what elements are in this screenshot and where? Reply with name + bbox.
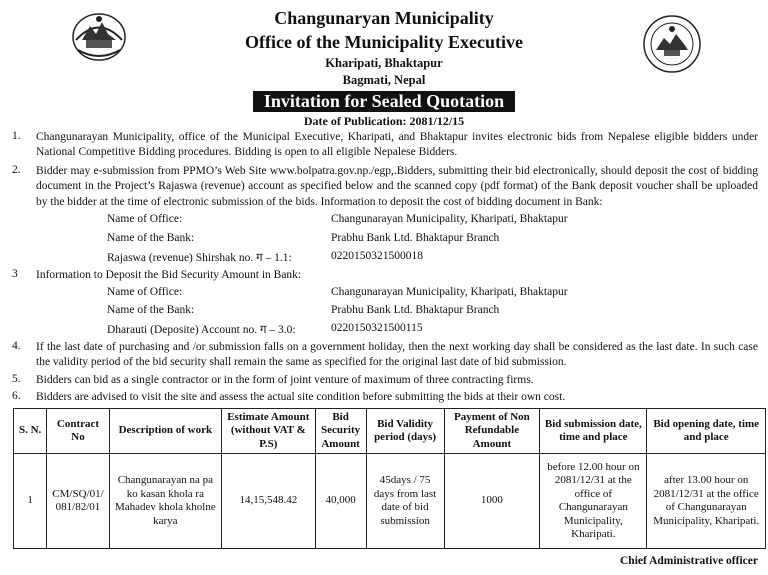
- cell-sn: 1: [14, 454, 47, 549]
- paragraph-1: Changunarayan Municipality, office of the Municipal Executive, Kharipati, and Bhaktapur invites electronic bids from Nepalese eligible bidders under National Competitive Bidding procedures. Bidding is open to all eligible Nepalese Bidders.: [36, 131, 758, 159]
- revenue-account-value: 0220150321500018: [331, 250, 423, 262]
- header-sn: S. N.: [14, 409, 47, 454]
- bid-details-table: [13, 408, 766, 549]
- header-estimate-amount: Estimate Amount (without VAT & P.S): [222, 409, 316, 454]
- paragraph-6: Bidders are advised to visit the site and assess the actual site condition before submitting the bids at their own cost.: [36, 391, 566, 403]
- cell-estimate-amount: 14,15,548.42: [222, 454, 316, 549]
- cell-opening: after 13.00 hour on 2081/12/31 at the office of Changunarayan Municipality, Kharipati.: [647, 454, 766, 549]
- header-opening: Bid opening date, time and place: [647, 409, 766, 454]
- header-bid-validity: Bid Validity period (days): [366, 409, 444, 454]
- office-label: Name of Office:: [107, 213, 183, 225]
- cell-description: Changunarayan na pa ko kasan khola ra Mahadev khola kholne karya: [109, 454, 221, 549]
- municipality-title: Changunaryan Municipality: [274, 8, 494, 28]
- deposit-account-label: Dharauti (Deposite) Account no. ग – 3.0:: [107, 324, 296, 336]
- header-submission: Bid submission date, time and place: [540, 409, 647, 454]
- bank-value: Prabhu Bank Ltd. Bhaktapur Branch: [331, 304, 500, 316]
- para-number: 6.: [12, 390, 21, 402]
- bank-label: Name of the Bank:: [107, 232, 195, 244]
- office-value: Changunarayan Municipality, Kharipati, Bhaktapur: [331, 286, 568, 298]
- header-bid-security: Bid Security Amount: [315, 409, 366, 454]
- cell-payment: 1000: [444, 454, 540, 549]
- paragraph-3: Information to Deposit the Bid Security Amount in Bank:: [36, 269, 302, 281]
- cell-contract-no: CM/SQ/01/ 081/82/01: [47, 454, 109, 549]
- para-number: 5.: [12, 373, 21, 385]
- para-number: 3: [12, 268, 18, 280]
- para-number: 4.: [12, 340, 21, 352]
- header-payment: Payment of Non Refundable Amount: [444, 409, 540, 454]
- table-row: [14, 454, 766, 549]
- paragraph-5: Bidders can bid as a single contractor or in the form of joint venture of maximum of three contracting firms.: [36, 374, 534, 386]
- header-contract-no: Contract No: [47, 409, 109, 454]
- paragraph-4: If the last date of purchasing and /or submission falls on a government holiday, then the next working day shall be considered as the last date. In such case the validity period of the bid security shall remain the same as specified for the original last date of bid submission.: [36, 341, 758, 369]
- para-number: 2.: [12, 164, 21, 176]
- deposit-account-value: 0220150321500115: [331, 322, 423, 334]
- address-line-1: Kharipati, Bhaktapur: [325, 56, 443, 70]
- signatory-title: Chief Administrative officer: [620, 555, 758, 567]
- cell-bid-security: 40,000: [315, 454, 366, 549]
- office-value: Changunarayan Municipality, Kharipati, Bhaktapur: [331, 213, 568, 225]
- publication-date: Date of Publication: 2081/12/15: [303, 114, 465, 128]
- office-title: Office of the Municipality Executive: [245, 32, 523, 52]
- para-number: 1.: [12, 130, 21, 142]
- table-header-row: [14, 409, 766, 454]
- revenue-account-label: Rajaswa (revenue) Shirshak no. ग – 1.1:: [107, 252, 292, 264]
- bank-label: Name of the Bank:: [107, 304, 195, 316]
- address-line-2: Bagmati, Nepal: [342, 73, 426, 87]
- notice-banner: Invitation for Sealed Quotation: [253, 91, 515, 112]
- bank-value: Prabhu Bank Ltd. Bhaktapur Branch: [331, 232, 500, 244]
- cell-submission: before 12.00 hour on 2081/12/31 at the office of Changunarayan Municipality, Kharipati.: [540, 454, 647, 549]
- paragraph-2: Bidder may e-submission from PPMO’s Web Site www.bolpatra.gov.np./egp,.Bidders, submitting their bid electronically, should deposit the cost of bidding document in the Project’s Rajaswa (revenue) account as specified below and the scanned copy (pdf format) of the Bank deposit voucher shall be uploaded by the bidder at the time of electronic submission of the bids. Information to deposit the cost of bidding document in Bank:: [36, 165, 758, 208]
- cell-bid-validity: 45days / 75 days from last date of bid submission: [366, 454, 444, 549]
- header-description: Description of work: [109, 409, 221, 454]
- office-label: Name of Office:: [107, 286, 183, 298]
